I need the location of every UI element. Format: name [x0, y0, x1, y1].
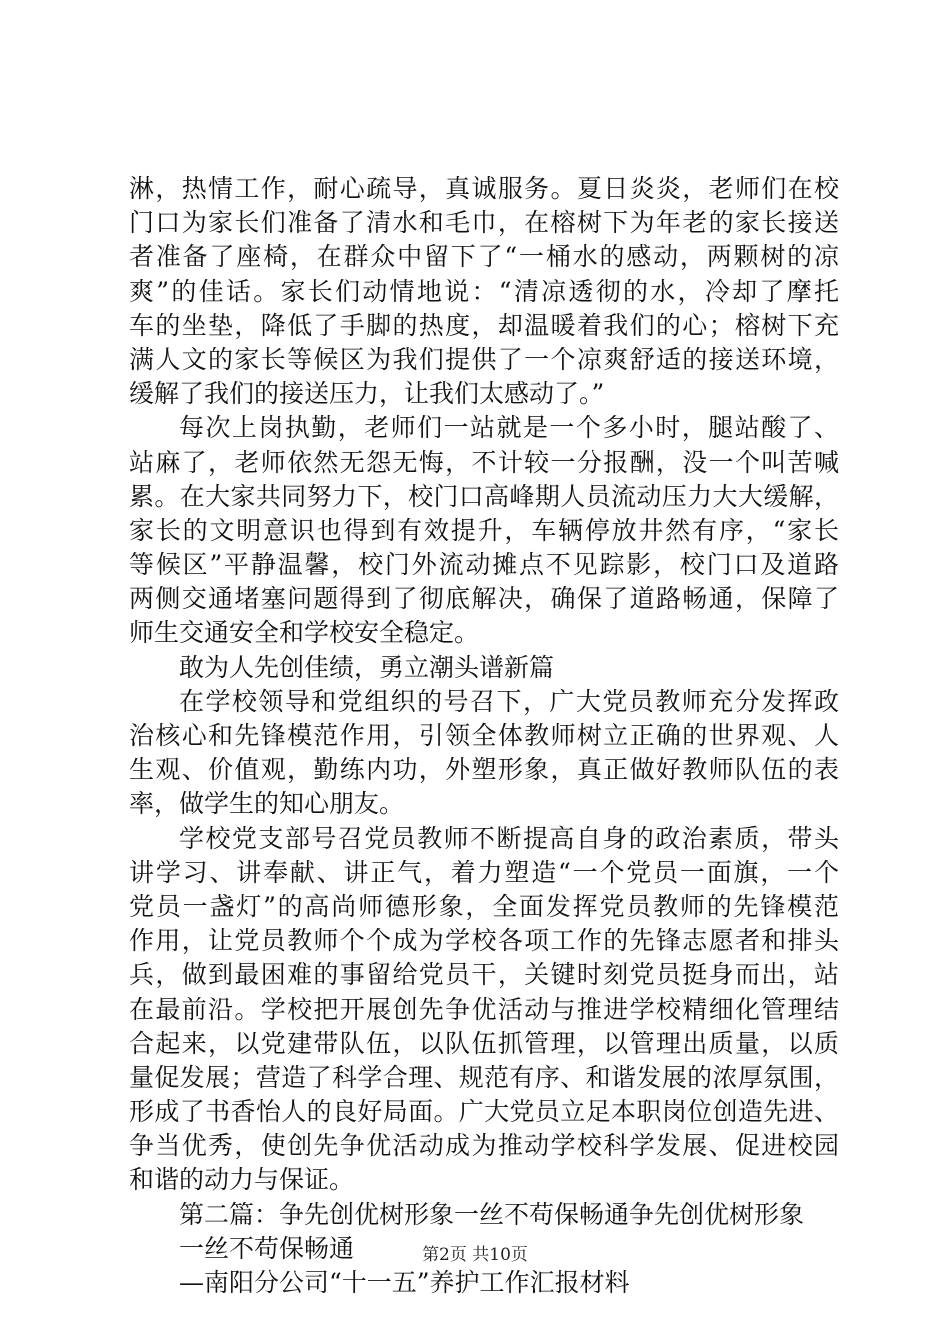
text-line: 作用，让党员教师个个成为学校各项工作的先锋志愿者和排头 — [129, 926, 839, 956]
text-line: 淋，热情工作，耐心疏导，真诚服务。夏日炎炎，老师们在校 — [129, 174, 839, 203]
text-line: 每次上岗执勤，老师们一站就是一个多小时，腿站酸了、 — [179, 413, 839, 443]
text-line: 家长的文明意识也得到有效提升，车辆停放井然有序，“家长 — [129, 515, 839, 545]
text-line: 形成了书香怡人的良好局面。广大党员立足本职岗位创造先进、 — [129, 1097, 839, 1127]
text-line: 生观、价值观，勤练内功，外塑形象，真正做好教师队伍的表 — [129, 755, 839, 785]
text-line: 车的坐垫，降低了手脚的热度，却温暖着我们的心；榕树下充 — [129, 310, 839, 340]
text-line: 在学校领导和党组织的号召下，广大党员教师充分发挥政 — [179, 686, 839, 716]
text-line: 和谐的动力与保证。 — [129, 1165, 355, 1195]
text-line: 门口为家长们准备了清水和毛巾，在榕树下为年老的家长接送 — [129, 208, 839, 238]
text-line: 量促发展；营造了科学合理、规范有序、和谐发展的浓厚氛围， — [129, 1062, 839, 1092]
text-line: 者准备了座椅，在群众中留下了“一桶水的感动，两颗树的凉 — [129, 242, 839, 272]
text-line: 师生交通安全和学校安全稳定。 — [129, 618, 480, 648]
document-body — [129, 172, 839, 1300]
text-line: 合起来，以党建带队伍，以队伍抓管理，以管理出质量，以质 — [129, 1028, 839, 1058]
section-heading: 敢为人先创佳绩，勇立潮头谱新篇 — [179, 652, 555, 682]
page-number: 第2页 共10页 — [422, 1245, 528, 1265]
text-line: 站麻了，老师依然无怨无悔，不计较一分报酬，没一个叫苦喊 — [129, 447, 839, 477]
text-line: 党员一盏灯”的高尚师德形象，全面发挥党员教师的先锋模范 — [129, 891, 839, 921]
chapter-title: 第二篇：争先创优树形象一丝不苟保畅通争先创优树形象 — [179, 1199, 805, 1229]
text-line: 争当优秀，使创先争优活动成为推动学校科学发展、促进校园 — [129, 1131, 839, 1161]
text-line: 两侧交通堵塞问题得到了彻底解决，确保了道路畅通，保障了 — [129, 584, 839, 614]
text-line: 满人文的家长等候区为我们提供了一个凉爽舒适的接送环境， — [129, 344, 839, 374]
text-line: 缓解了我们的接送压力，让我们太感动了。” — [129, 379, 605, 409]
text-line: 爽”的佳话。家长们动情地说：“清凉透彻的水，冷却了摩托 — [129, 276, 839, 306]
text-line: 治核心和先锋模范作用，引领全体教师树立正确的世界观、人 — [129, 721, 839, 750]
text-line: 讲学习、讲奉献、讲正气，着力塑造“一个党员一面旗，一个 — [129, 857, 839, 887]
text-line: 累。在大家共同努力下，校门口高峰期人员流动压力大大缓解， — [129, 481, 839, 511]
text-line: 兵，做到最困难的事留给党员干，关键时刻党员挺身而出，站 — [129, 960, 839, 990]
text-line: 等候区”平静温馨，校门外流动摊点不见踪影，校门口及道路 — [129, 550, 839, 580]
text-line: 学校党支部号召党员教师不断提高自身的政治素质，带头 — [179, 823, 839, 853]
chapter-subtitle: —南阳分公司“十一五”养护工作汇报材料 — [179, 1268, 630, 1297]
text-line: 率，做学生的知心朋友。 — [129, 789, 405, 819]
text-line: 在最前沿。学校把开展创先争优活动与推进学校精细化管理结 — [129, 994, 839, 1024]
chapter-title-continued: 一丝不苟保畅通 — [179, 1233, 355, 1263]
